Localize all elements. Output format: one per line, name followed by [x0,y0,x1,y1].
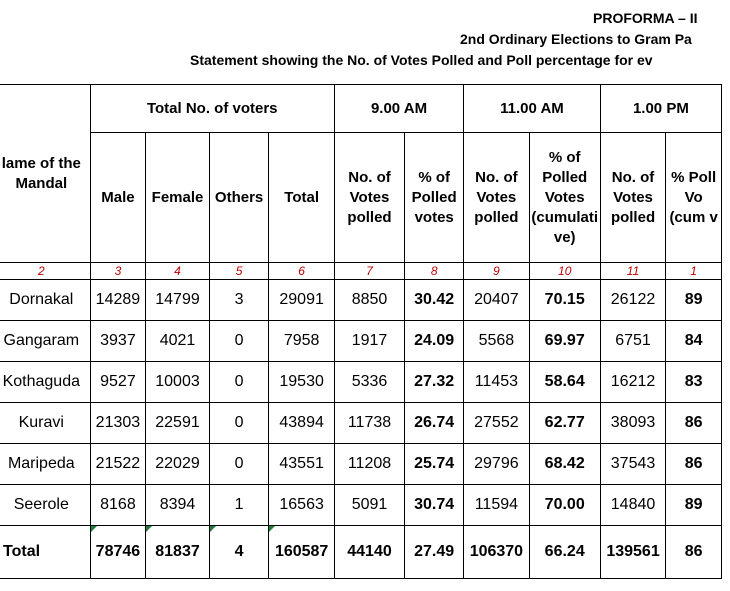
total-total [269,526,334,579]
votes-11am-cell: 5568 [464,321,529,362]
male-cell: 9527 [90,362,146,403]
male-cell: 21303 [90,403,146,444]
pct-9am-cell: 26.74 [405,403,464,444]
mandal-cell: Dornakal [0,280,90,321]
table-row [0,321,722,362]
votes-1pm-header: No. of Votes polled [600,133,665,263]
total-cell: 43551 [269,444,334,485]
total-cell: 43894 [269,403,334,444]
time-11am-header: 11.00 AM [464,85,601,133]
mandal-header [0,85,90,263]
votes-1pm-cell: 26122 [600,280,665,321]
others-cell: 0 [209,444,269,485]
votes-9am-cell: 11738 [334,403,404,444]
total-header: Total [269,133,334,263]
others-cell: 1 [209,485,269,526]
total-cell: 16563 [269,485,334,526]
total-total-value: 160587 [274,543,329,560]
male-cell: 3937 [90,321,146,362]
pct-11am-cell: 58.64 [529,362,600,403]
total-male [90,526,146,579]
votes-9am-cell: 1917 [334,321,404,362]
pct-9am-header: % of Polled votes [405,133,464,263]
pct-9am-cell: 27.32 [405,362,464,403]
votes-9am-cell: 8850 [334,280,404,321]
table-row [0,403,722,444]
mandal-cell: Gangaram [0,321,90,362]
male-cell: 14289 [90,280,146,321]
pct-1pm-cell: 83 [666,362,722,403]
column-index-row [0,263,722,280]
votes-1pm-cell: 38093 [600,403,665,444]
votes-9am-cell: 5336 [334,362,404,403]
total-cell: 19530 [269,362,334,403]
total-male-value: 78746 [95,543,141,560]
pct-1pm-cell: 89 [666,485,722,526]
votes-9am-header: No. of Votes polled [334,133,404,263]
pct-11am-cell: 69.97 [529,321,600,362]
pct-1pm-cell: 86 [666,403,722,444]
index-cell: 5 [209,263,269,280]
table-row [0,444,722,485]
index-cell: 10 [529,263,600,280]
votes-1pm-cell: 37543 [600,444,665,485]
comment-marker [269,526,275,532]
mandal-cell: Kothaguda [0,362,90,403]
votes-11am-cell: 20407 [464,280,529,321]
table-row [0,280,722,321]
votes-11am-header: No. of Votes polled [464,133,529,263]
index-cell: 6 [269,263,334,280]
total-row [0,526,722,579]
comment-marker [210,526,216,532]
votes-1pm-cell: 14840 [600,485,665,526]
total-cell: 7958 [269,321,334,362]
sub-header-row [0,133,722,263]
votes-11am-cell: 29796 [464,444,529,485]
pct-11am-cell: 68.42 [529,444,600,485]
votes-11am-cell: 11453 [464,362,529,403]
voters-group-header: Total No. of voters [90,85,334,133]
pct-11am-cell: 70.15 [529,280,600,321]
female-cell: 22591 [146,403,210,444]
total-p11: 66.24 [529,526,600,579]
female-cell: 8394 [146,485,210,526]
index-cell: 7 [334,263,404,280]
polling-table [0,84,722,579]
pct-9am-cell: 30.74 [405,485,464,526]
votes-9am-cell: 11208 [334,444,404,485]
votes-11am-cell: 27552 [464,403,529,444]
votes-1pm-cell: 16212 [600,362,665,403]
total-cell: 29091 [269,280,334,321]
others-cell: 0 [209,403,269,444]
total-v11: 106370 [464,526,529,579]
time-9am-header: 9.00 AM [334,85,463,133]
female-cell: 4021 [146,321,210,362]
pct-11am-cell: 62.77 [529,403,600,444]
total-p9: 27.49 [405,526,464,579]
index-cell: 11 [600,263,665,280]
index-cell: 2 [0,263,90,280]
total-v1: 139561 [600,526,665,579]
pct-9am-cell: 25.74 [405,444,464,485]
pct-9am-cell: 24.09 [405,321,464,362]
index-cell: 8 [405,263,464,280]
others-cell: 3 [209,280,269,321]
table-row [0,362,722,403]
votes-1pm-cell: 6751 [600,321,665,362]
others-cell: 0 [209,321,269,362]
comment-marker [146,526,152,532]
others-cell: 0 [209,362,269,403]
proforma-title: PROFORMA – II [593,10,698,26]
mandal-header-label: lame of the Mandal [1,154,81,192]
pct-1pm-cell: 86 [666,444,722,485]
mandal-cell: Kuravi [0,403,90,444]
male-cell: 21522 [90,444,146,485]
votes-9am-cell: 5091 [334,485,404,526]
others-header: Others [209,133,269,263]
total-female-value: 81837 [155,543,200,560]
total-p1: 86 [666,526,722,579]
index-cell: 3 [90,263,146,280]
female-cell: 22029 [146,444,210,485]
mandal-cell: Maripeda [0,444,90,485]
index-cell: 9 [464,263,529,280]
female-cell: 14799 [146,280,210,321]
pct-1pm-cell: 84 [666,321,722,362]
total-label: Total [0,526,90,579]
index-cell: 4 [146,263,210,280]
mandal-cell: Seerole [0,485,90,526]
group-header-row [0,85,722,133]
male-header: Male [90,133,146,263]
votes-11am-cell: 11594 [464,485,529,526]
table-row [0,485,722,526]
pct-11am-header: % of Polled Votes (cumulati ve) [529,133,600,263]
pct-9am-cell: 30.42 [405,280,464,321]
female-header: Female [146,133,210,263]
comment-marker [91,526,97,532]
total-female [146,526,210,579]
time-1pm-header: 1.00 PM [600,85,721,133]
total-v9: 44140 [334,526,404,579]
pct-1pm-cell: 89 [666,280,722,321]
pct-1pm-header: % Poll Vo (cum v [666,133,722,263]
total-others [209,526,269,579]
female-cell: 10003 [146,362,210,403]
male-cell: 8168 [90,485,146,526]
total-others-value: 4 [234,543,244,560]
index-cell: 1 [666,263,722,280]
election-subtitle: 2nd Ordinary Elections to Gram Pa [460,31,692,47]
statement-heading: Statement showing the No. of Votes Polled and Poll percentage for ev [190,52,653,68]
pct-11am-cell: 70.00 [529,485,600,526]
